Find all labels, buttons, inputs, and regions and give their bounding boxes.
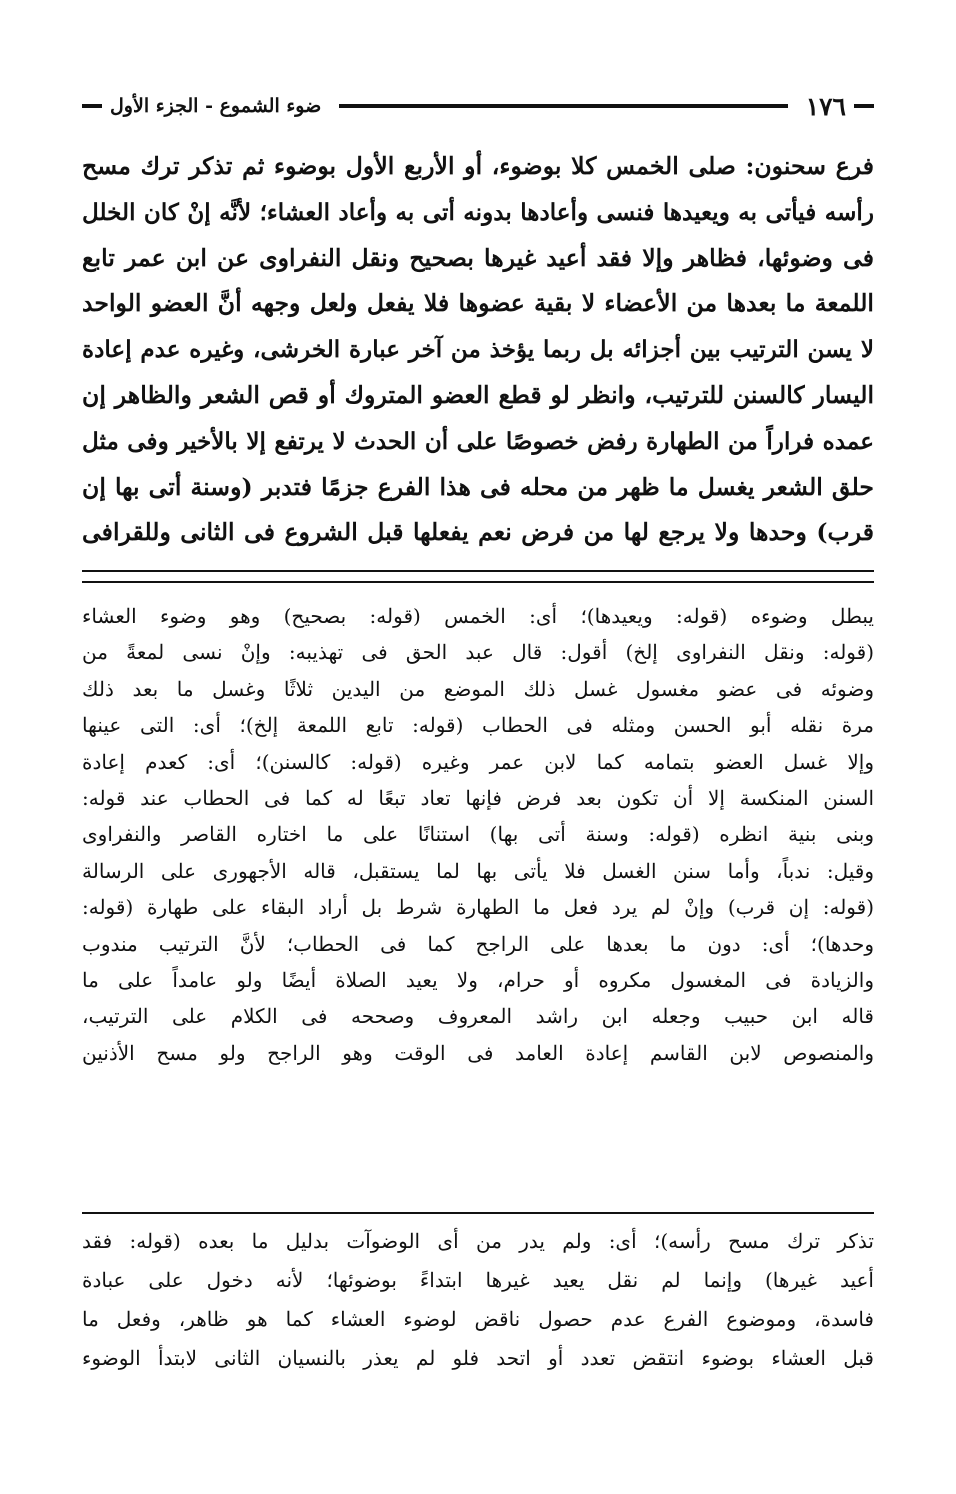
footnote-line: وحدها)؛ أى: دون ما بعدها على الراجح كما فى الحطاب؛ لأنَّ الترتيب مندوب	[82, 931, 874, 956]
footnote-line: والمنصوص لابن القاسم إعادة العامد فى الوقت وهو الراجح ولو مسح الأذنين	[82, 1040, 874, 1065]
main-text-line: فرع سحنون: صلى الخمس كلا بوضوء، أو الأربع الأول بوضوء ثم تذكر ترك مسح	[82, 152, 874, 180]
footnote-line: يبطل وضوءه (قوله: ويعيدها)؛ أى: الخمس (قوله: بصحيح) وهو وضوء العشاء	[82, 604, 874, 628]
main-text-line: فى وضوئها، فظاهر وإلا فقد أعيد غيرها بصحيح ونقل النفراوى عن ابن عمر تابع	[82, 243, 874, 272]
footnotes-continued	[82, 1222, 874, 1378]
main-text-line: اللمعة ما بعدها من الأعضاء لا بقية عضوها فلا يفعل ولعل وجهه أنَّ العضو الواحد	[82, 289, 874, 318]
page-number: ١٧٦	[805, 91, 846, 121]
footnote-line: قبل العشاء بوضوء انتقض تعدد أو اتحد فلو لم يعذر بالنسيان الثانى لابتدأ الوضوء	[82, 1346, 874, 1370]
footnote-line: (قوله: إن قرب) وإنْ لم يرد فعل ما الطهارة شرط بل أراد البقاء على طهارة (قوله:	[82, 895, 874, 920]
header-rule	[339, 104, 787, 108]
footnotes	[82, 598, 874, 1071]
main-text-line: حلق الشعر يغسل ما ظهر من محله فى هذا الفرع جزمًا فتدبر (وسنة أتى بها إن	[82, 472, 874, 501]
footnote-line: أعيد غيرها) وإنما لم نقل يعيد غيرها ابتداءً بوضوئها؛ لأنه دخول على عبادة	[82, 1268, 874, 1292]
footnote-line: وبنى بنية انظره (قوله: وسنة أتى بها) استنانًا على ما اختاره القاصر والنفراوى	[82, 822, 874, 847]
footnote-line: مرة نقله أبو الحسن ومثله فى الحطاب (قوله: تابع اللمعة إلخ)؛ أى: التى عينها	[82, 713, 874, 738]
footnote-line: وضوئه فى عضو مغسول غسل ذلك الموضع من اليدين ثلاثًا وغسل ما بعد ذلك	[82, 676, 874, 701]
footnote-line: تذكر ترك مسح رأسه)؛ أى: ولم يدر من أى الوضوآت بدليل ما بعده (قوله: فقد	[82, 1229, 874, 1253]
running-header	[82, 86, 874, 126]
footnote-line: والزيادة فى المغسول مكروه أو حرام، ولا يعيد الصلاة أيضًا ولو عامداً على ما	[82, 968, 874, 993]
main-text	[82, 144, 874, 556]
footnote-line: فاسدة، وموضوع الفرع عدم حصول ناقض لوضوء العشاء كما هو ظاهر، وفعل ما	[82, 1307, 874, 1331]
footnote-line: (قوله: ونقل النفراوى إلخ) أقول: قال عبد الحق فى تهذيبه: وإنْ نسى لمعةً من	[82, 640, 874, 665]
footnote-line: السنن المنكسة إلا أن تكون بعد فرض فإنها تعاد تبعًا له كما فى الحطاب عند قوله:	[82, 786, 874, 811]
main-text-line: لا يسن الترتيب بين أجزائه بل ربما يؤخذ من آخر عبارة الخرشى، وغيره عدم إعادة	[82, 336, 874, 364]
main-text-line: رأسه فيأتى به ويعيدها فنسى وأعادها بدونه أتى به وأعاد العشاء؛ لأنَّه إنْ كان الخلل	[82, 198, 874, 226]
main-text-line: عمده فراراً من الطهارة رفض خصوصًا على أن الحدث لا يرتفع إلا بالأخير وفى مثل	[82, 427, 874, 455]
footnote-line: وإلا غسل العضو بتمامه كما لابن عمر وغيره (قوله: كالسنن)؛ أى: كعدم إعادة	[82, 749, 874, 774]
footnote-line: قاله ابن حبيب وجعله ابن راشد المعروف وصححه فى الكلام على الترتيب،	[82, 1004, 874, 1029]
footnote-line: وقيل: ندباً، وأما سنن الغسل فلا يأتى بها لما يستقبل، قاله الأجهورى على الرسالة	[82, 858, 874, 883]
header-dash	[854, 104, 874, 108]
running-title: ضوء الشموع - الجزء الأول	[110, 95, 322, 117]
main-text-line: اليسار كالسنن للترتيب، وانظر لو قطع العضو المتروك أو قص الشعر والظاهر إن	[82, 380, 874, 409]
footnote-divider	[82, 1212, 874, 1214]
main-text-line: قرب) وحدها ولا يرجع لها من فرض نعم يفعلها قبل الشروع فى الثانى وللقرافى	[82, 518, 874, 547]
header-dash	[82, 104, 102, 108]
double-rule-separator	[82, 570, 874, 583]
